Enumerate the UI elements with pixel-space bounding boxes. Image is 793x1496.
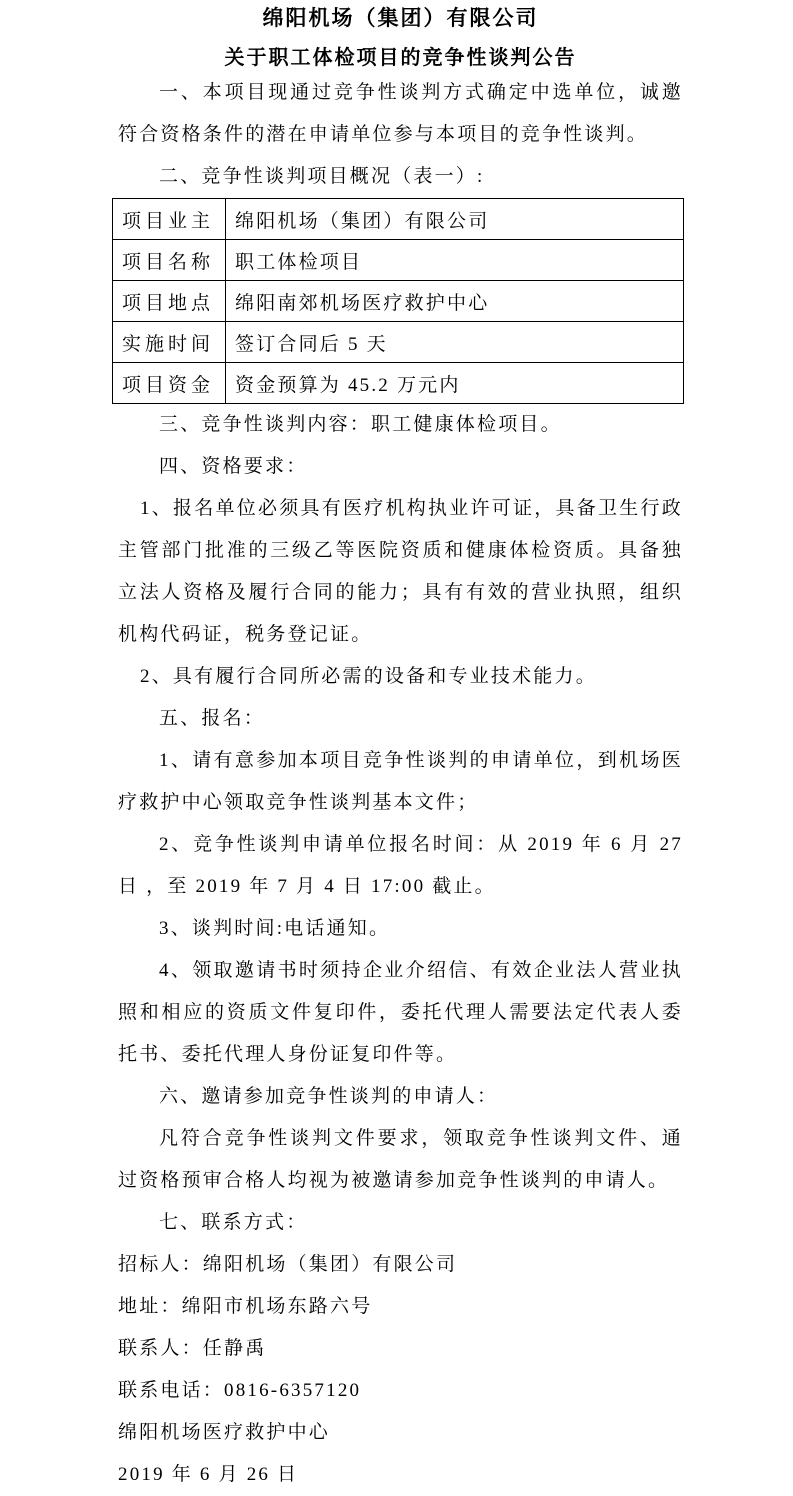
section2-heading: 二、竞争性谈判项目概况（表一）: [159,166,485,187]
company-title: 绵阳机场（集团）有限公司 [262,6,539,30]
signature-org: 绵阳机场医疗救护中心 [118,1422,331,1443]
row-value: 职工体检项目 [226,240,684,281]
row-label: 项目资金 [113,363,226,404]
row-value: 资金预算为 45.2 万元内 [226,363,684,404]
row-value: 绵阳机场（集团）有限公司 [226,199,684,240]
section4-item1: 1、报名单位必须具有医疗机构执业许可证，具备卫生行政主管部门批准的三级乙等医院资质和健康体检资质。具备独立法人资格及履行合同的能力；具有有效的营业执照，组织机构代码证，税务登记证。 [118,498,683,645]
table-row-project-name [113,240,684,281]
section6-body: 凡符合竞争性谈判文件要求，领取竞争性谈判文件、通过资格预审合格人均视为被邀请参加竞争性谈判的申请人。 [118,1128,683,1191]
section6-heading: 六、邀请参加竞争性谈判的申请人： [159,1086,499,1107]
contact-bidder: 招标人：绵阳机场（集团）有限公司 [118,1254,458,1275]
table-row-owner [113,199,684,240]
row-label: 项目名称 [113,240,226,281]
section4-heading: 四、资格要求： [159,456,308,477]
section7-heading: 七、联系方式： [159,1212,308,1233]
contact-address: 地址：绵阳市机场东路六号 [118,1296,373,1317]
project-overview-table [112,198,684,404]
table-row-schedule [113,322,684,363]
row-label: 项目地点 [113,281,226,322]
row-label: 项目业主 [113,199,226,240]
section5-item2: 2、竞争性谈判申请单位报名时间：从 2019 年 6 月 27 日 ，至 2019 年 7 月 4 日 17:00 截止。 [118,834,683,897]
section4-item2: 2、具有履行合同所必需的设备和专业技术能力。 [140,666,597,687]
table-row-location [113,281,684,322]
section5-item4: 4、领取邀请书时须持企业介绍信、有效企业法人营业执照和相应的资质文件复印件，委托代理人需要法定代表人委托书、委托代理人身份证复印件等。 [118,960,683,1065]
section5-item1: 1、请有意参加本项目竞争性谈判的申请单位，到机场医疗救护中心领取竞争性谈判基本文件； [118,750,683,813]
section3-heading: 三、竞争性谈判内容：职工健康体检项目。 [159,414,562,435]
section5-heading: 五、报名： [159,708,266,729]
row-value: 绵阳南郊机场医疗救护中心 [226,281,684,322]
intro-paragraph: 一、本项目现通过竞争性谈判方式确定中选单位，诚邀符合资格条件的潜在申请单位参与本项目的竞争性谈判。 [118,82,683,145]
table-row-budget [113,363,684,404]
announcement-title: 关于职工体检项目的竞争性谈判公告 [224,47,577,69]
project-overview-table-body [113,199,684,404]
row-value: 签订合同后 5 天 [226,322,684,363]
section5-item3: 3、谈判时间:电话通知。 [159,918,391,939]
contact-person: 联系人：任静禹 [118,1338,267,1359]
signature-date: 2019 年 6 月 26 日 [118,1464,299,1485]
row-label: 实施时间 [113,322,226,363]
contact-phone: 联系电话：0816-6357120 [118,1380,362,1401]
